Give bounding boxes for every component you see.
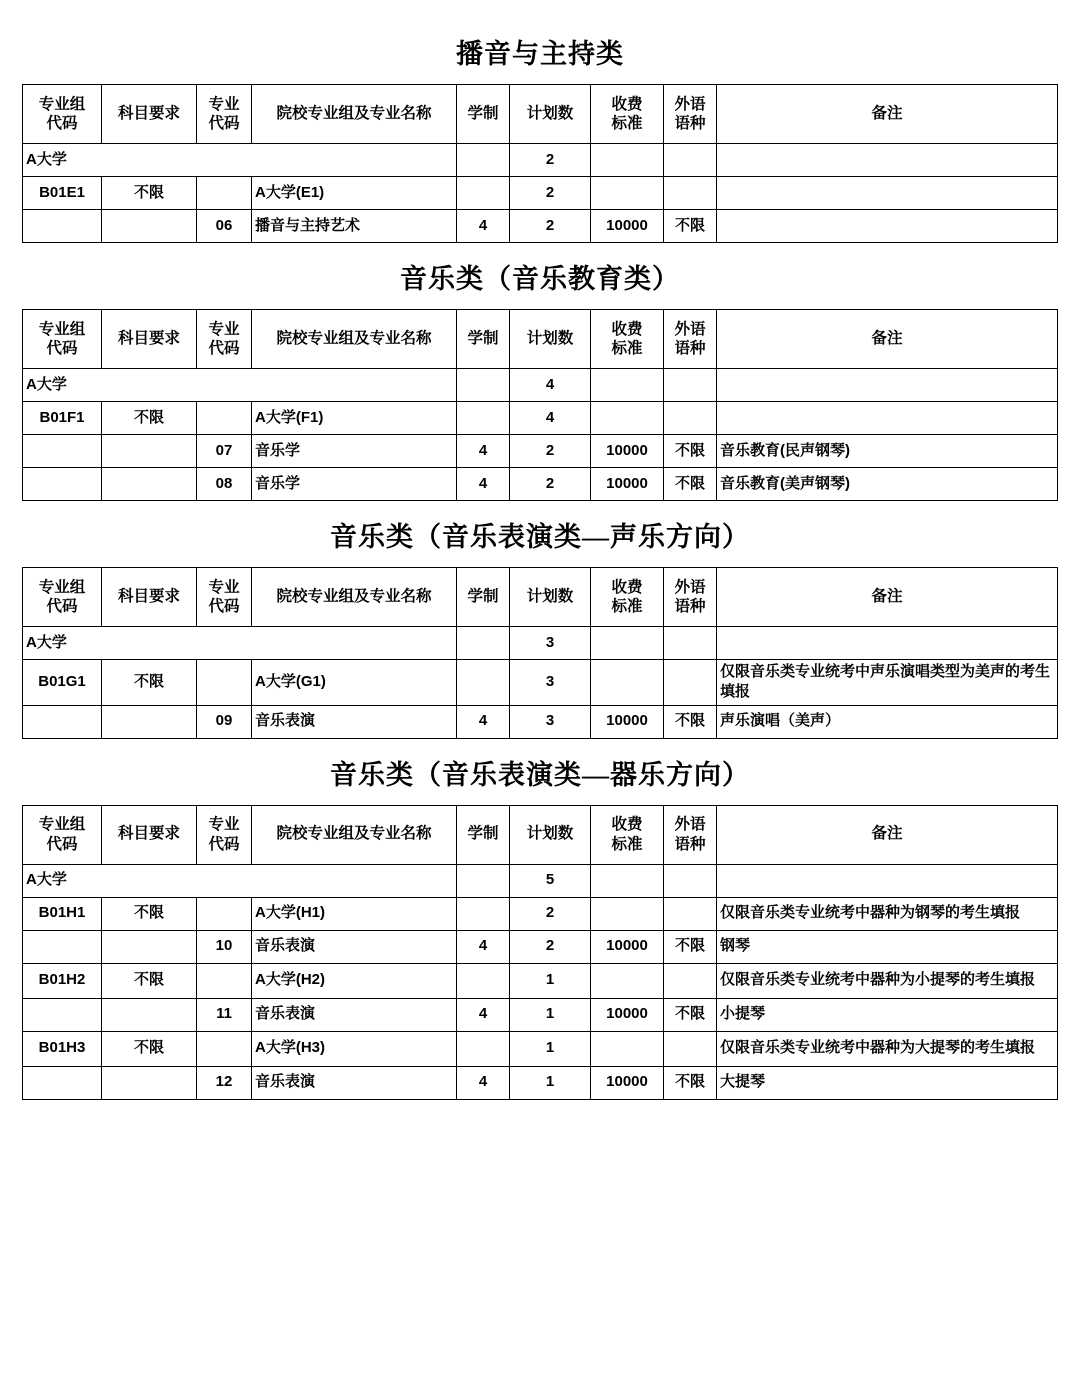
cell-lang: 不限 — [664, 468, 717, 501]
column-header-subject: 科目要求 — [102, 568, 197, 627]
cell-group-code — [23, 705, 102, 738]
plan-table — [22, 84, 1058, 243]
column-header-lang-line: 外语 — [674, 320, 706, 338]
cell-group-code: B01E1 — [23, 177, 102, 210]
table-row — [23, 897, 1058, 930]
cell-plan: 1 — [510, 1066, 591, 1099]
cell-fee: 10000 — [591, 1066, 664, 1099]
column-header-subject: 科目要求 — [102, 85, 197, 144]
cell-lang: 不限 — [664, 930, 717, 963]
column-header-plan: 计划数 — [510, 85, 591, 144]
cell-fee — [591, 660, 664, 706]
table-header-row — [23, 310, 1058, 369]
column-header-fee-line: 标准 — [611, 835, 643, 853]
cell-remark — [717, 210, 1058, 243]
cell-group-code: B01H2 — [23, 963, 102, 998]
cell-plan: 4 — [510, 402, 591, 435]
section-title: 音乐类（音乐教育类） — [400, 264, 680, 294]
cell-lang — [664, 144, 717, 177]
table-row — [23, 864, 1058, 897]
cell-remark: 仅限音乐类专业统考中器种为钢琴的考生填报 — [717, 897, 1058, 930]
column-header-fee-line: 收费 — [611, 578, 643, 596]
column-header-name: 院校专业组及专业名称 — [252, 568, 457, 627]
cell-university-name: A大学 — [23, 864, 457, 897]
cell-fee — [591, 144, 664, 177]
cell-plan: 1 — [510, 963, 591, 998]
column-header-major-code-line: 代码 — [208, 115, 240, 132]
cell-fee — [591, 864, 664, 897]
cell-major-code: 09 — [197, 705, 252, 738]
cell-major-code — [197, 660, 252, 706]
table-row — [23, 435, 1058, 468]
column-header-lang-line: 语种 — [674, 835, 706, 853]
column-header-lang — [664, 805, 717, 864]
cell-major-name: A大学(E1) — [252, 177, 457, 210]
cell-remark — [717, 402, 1058, 435]
cell-subject — [102, 705, 197, 738]
cell-remark: 仅限音乐类专业统考中声乐演唱类型为美声的考生填报 — [717, 660, 1058, 706]
cell-remark — [717, 177, 1058, 210]
cell-fee: 10000 — [591, 435, 664, 468]
column-header-group-code-line: 代码 — [46, 115, 78, 132]
cell-remark — [717, 144, 1058, 177]
cell-subject — [102, 1066, 197, 1099]
column-header-fee-line: 标准 — [611, 115, 643, 132]
cell-major-name: 音乐表演 — [252, 705, 457, 738]
column-header-name: 院校专业组及专业名称 — [252, 310, 457, 369]
cell-major-code: 08 — [197, 468, 252, 501]
column-header-fee-line: 标准 — [611, 340, 643, 357]
cell-fee: 10000 — [591, 210, 664, 243]
cell-subject: 不限 — [102, 177, 197, 210]
column-header-group-code-line: 代码 — [46, 835, 78, 853]
cell-remark: 小提琴 — [717, 998, 1058, 1031]
cell-lang: 不限 — [664, 705, 717, 738]
column-header-major-code-line: 专业 — [208, 816, 240, 834]
column-header-years: 学制 — [457, 568, 510, 627]
cell-group-code — [23, 1066, 102, 1099]
column-header-major-code-line: 代码 — [208, 340, 240, 357]
cell-plan: 2 — [510, 210, 591, 243]
cell-major-name: A大学(F1) — [252, 402, 457, 435]
column-header-fee — [591, 85, 664, 144]
cell-plan: 2 — [510, 177, 591, 210]
cell-major-name: 音乐表演 — [252, 998, 457, 1031]
cell-group-code: B01H1 — [23, 897, 102, 930]
column-header-years: 学制 — [457, 805, 510, 864]
table-row — [23, 998, 1058, 1031]
cell-major-name: 音乐学 — [252, 435, 457, 468]
cell-subject — [102, 468, 197, 501]
cell-lang — [664, 897, 717, 930]
cell-plan: 4 — [510, 369, 591, 402]
table-row — [23, 1031, 1058, 1066]
cell-plan: 2 — [510, 144, 591, 177]
cell-years: 4 — [457, 468, 510, 501]
cell-major-name: A大学(H1) — [252, 897, 457, 930]
cell-years: 4 — [457, 998, 510, 1031]
cell-years — [457, 864, 510, 897]
cell-group-code: B01G1 — [23, 660, 102, 706]
cell-major-name: 音乐表演 — [252, 1066, 457, 1099]
plan-section — [22, 515, 1058, 739]
cell-years — [457, 177, 510, 210]
cell-lang — [664, 402, 717, 435]
column-header-major-code-line: 专业 — [208, 95, 240, 113]
column-header-lang — [664, 568, 717, 627]
cell-subject: 不限 — [102, 963, 197, 998]
column-header-plan: 计划数 — [510, 805, 591, 864]
cell-fee — [591, 627, 664, 660]
column-header-fee-line: 收费 — [611, 816, 643, 834]
cell-plan: 2 — [510, 897, 591, 930]
cell-major-code — [197, 402, 252, 435]
cell-major-name: 音乐表演 — [252, 930, 457, 963]
cell-major-code — [197, 897, 252, 930]
section-title: 音乐类（音乐表演类—声乐方向） — [330, 522, 750, 552]
cell-years — [457, 627, 510, 660]
cell-plan: 1 — [510, 998, 591, 1031]
column-header-remark: 备注 — [717, 805, 1058, 864]
column-header-group-code — [23, 310, 102, 369]
cell-years: 4 — [457, 1066, 510, 1099]
column-header-major-code-line: 代码 — [208, 835, 240, 853]
plan-table — [22, 567, 1058, 739]
table-row — [23, 210, 1058, 243]
cell-lang — [664, 864, 717, 897]
table-row — [23, 660, 1058, 706]
cell-years — [457, 660, 510, 706]
plan-table — [22, 309, 1058, 501]
column-header-fee-line: 收费 — [611, 95, 643, 113]
cell-remark — [717, 369, 1058, 402]
cell-remark: 音乐教育(美声钢琴) — [717, 468, 1058, 501]
sections-container — [22, 32, 1058, 1100]
column-header-lang — [664, 310, 717, 369]
table-row — [23, 705, 1058, 738]
cell-plan: 1 — [510, 1031, 591, 1066]
cell-plan: 3 — [510, 660, 591, 706]
cell-years — [457, 402, 510, 435]
cell-plan: 5 — [510, 864, 591, 897]
column-header-subject: 科目要求 — [102, 805, 197, 864]
cell-major-code: 06 — [197, 210, 252, 243]
cell-subject — [102, 210, 197, 243]
cell-fee: 10000 — [591, 468, 664, 501]
cell-fee: 10000 — [591, 998, 664, 1031]
cell-remark: 钢琴 — [717, 930, 1058, 963]
section-title: 播音与主持类 — [456, 39, 624, 69]
table-row — [23, 144, 1058, 177]
cell-group-code — [23, 210, 102, 243]
plan-section — [22, 753, 1058, 1100]
cell-subject — [102, 930, 197, 963]
cell-university-name: A大学 — [23, 144, 457, 177]
cell-years — [457, 144, 510, 177]
cell-major-name: A大学(H3) — [252, 1031, 457, 1066]
cell-group-code — [23, 435, 102, 468]
column-header-lang-line: 语种 — [674, 340, 706, 357]
plan-section — [22, 32, 1058, 243]
column-header-remark: 备注 — [717, 310, 1058, 369]
cell-major-name: 音乐学 — [252, 468, 457, 501]
cell-lang — [664, 963, 717, 998]
table-row — [23, 468, 1058, 501]
cell-remark: 音乐教育(民声钢琴) — [717, 435, 1058, 468]
table-header-row — [23, 805, 1058, 864]
column-header-group-code-line: 专业组 — [38, 816, 86, 834]
column-header-major-code-line: 专业 — [208, 320, 240, 338]
cell-fee — [591, 963, 664, 998]
table-row — [23, 930, 1058, 963]
table-header-row — [23, 85, 1058, 144]
cell-remark: 仅限音乐类专业统考中器种为小提琴的考生填报 — [717, 963, 1058, 998]
table-row — [23, 1066, 1058, 1099]
cell-group-code — [23, 998, 102, 1031]
column-header-lang-line: 外语 — [674, 816, 706, 834]
cell-subject: 不限 — [102, 1031, 197, 1066]
cell-fee: 10000 — [591, 705, 664, 738]
table-row — [23, 963, 1058, 998]
cell-major-code — [197, 963, 252, 998]
cell-remark — [717, 864, 1058, 897]
section-title: 音乐类（音乐表演类—器乐方向） — [330, 759, 750, 790]
cell-fee — [591, 402, 664, 435]
column-header-group-code — [23, 85, 102, 144]
column-header-fee — [591, 568, 664, 627]
cell-major-code — [197, 1031, 252, 1066]
column-header-lang-line: 外语 — [674, 95, 706, 113]
column-header-years: 学制 — [457, 310, 510, 369]
column-header-group-code-line: 代码 — [46, 598, 78, 615]
plan-section — [22, 257, 1058, 501]
column-header-lang-line: 语种 — [674, 598, 706, 615]
table-row — [23, 177, 1058, 210]
cell-subject — [102, 998, 197, 1031]
cell-lang: 不限 — [664, 210, 717, 243]
cell-years — [457, 963, 510, 998]
column-header-plan: 计划数 — [510, 310, 591, 369]
cell-plan: 2 — [510, 435, 591, 468]
cell-group-code: B01H3 — [23, 1031, 102, 1066]
cell-years: 4 — [457, 210, 510, 243]
cell-lang — [664, 627, 717, 660]
cell-lang — [664, 177, 717, 210]
table-row — [23, 402, 1058, 435]
column-header-fee — [591, 805, 664, 864]
column-header-fee-line: 收费 — [611, 320, 643, 338]
cell-fee — [591, 369, 664, 402]
column-header-major-code-line: 代码 — [208, 598, 240, 615]
column-header-major-code — [197, 85, 252, 144]
cell-group-code — [23, 468, 102, 501]
cell-lang: 不限 — [664, 998, 717, 1031]
table-row — [23, 369, 1058, 402]
cell-university-name: A大学 — [23, 369, 457, 402]
column-header-group-code — [23, 805, 102, 864]
cell-remark — [717, 627, 1058, 660]
cell-subject: 不限 — [102, 660, 197, 706]
cell-major-code — [197, 177, 252, 210]
column-header-group-code-line: 专业组 — [38, 320, 86, 338]
cell-group-code: B01F1 — [23, 402, 102, 435]
column-header-lang-line: 语种 — [674, 115, 706, 132]
cell-major-code: 07 — [197, 435, 252, 468]
column-header-group-code — [23, 568, 102, 627]
cell-subject — [102, 435, 197, 468]
cell-university-name: A大学 — [23, 627, 457, 660]
column-header-subject: 科目要求 — [102, 310, 197, 369]
table-row — [23, 627, 1058, 660]
cell-years — [457, 897, 510, 930]
column-header-major-code — [197, 568, 252, 627]
column-header-years: 学制 — [457, 85, 510, 144]
plan-table — [22, 805, 1058, 1100]
cell-lang — [664, 369, 717, 402]
cell-years — [457, 1031, 510, 1066]
cell-fee — [591, 897, 664, 930]
cell-plan: 3 — [510, 705, 591, 738]
column-header-remark: 备注 — [717, 85, 1058, 144]
cell-major-code: 12 — [197, 1066, 252, 1099]
cell-remark: 大提琴 — [717, 1066, 1058, 1099]
column-header-remark: 备注 — [717, 568, 1058, 627]
cell-group-code — [23, 930, 102, 963]
column-header-group-code-line: 专业组 — [38, 95, 86, 113]
column-header-fee-line: 标准 — [611, 598, 643, 615]
column-header-name: 院校专业组及专业名称 — [252, 805, 457, 864]
cell-years: 4 — [457, 930, 510, 963]
cell-years: 4 — [457, 705, 510, 738]
table-header-row — [23, 568, 1058, 627]
column-header-fee — [591, 310, 664, 369]
cell-fee — [591, 1031, 664, 1066]
cell-years: 4 — [457, 435, 510, 468]
cell-major-code: 10 — [197, 930, 252, 963]
cell-plan: 2 — [510, 468, 591, 501]
cell-plan: 2 — [510, 930, 591, 963]
cell-major-code: 11 — [197, 998, 252, 1031]
column-header-major-code — [197, 805, 252, 864]
column-header-major-code — [197, 310, 252, 369]
column-header-name: 院校专业组及专业名称 — [252, 85, 457, 144]
cell-major-name: A大学(H2) — [252, 963, 457, 998]
column-header-group-code-line: 专业组 — [38, 578, 86, 596]
cell-fee: 10000 — [591, 930, 664, 963]
cell-remark: 仅限音乐类专业统考中器种为大提琴的考生填报 — [717, 1031, 1058, 1066]
cell-major-name: A大学(G1) — [252, 660, 457, 706]
cell-remark: 声乐演唱（美声） — [717, 705, 1058, 738]
cell-subject: 不限 — [102, 402, 197, 435]
cell-fee — [591, 177, 664, 210]
column-header-group-code-line: 代码 — [46, 340, 78, 357]
cell-plan: 3 — [510, 627, 591, 660]
cell-lang: 不限 — [664, 1066, 717, 1099]
cell-lang — [664, 1031, 717, 1066]
column-header-plan: 计划数 — [510, 568, 591, 627]
cell-lang: 不限 — [664, 435, 717, 468]
column-header-major-code-line: 专业 — [208, 578, 240, 596]
cell-major-name: 播音与主持艺术 — [252, 210, 457, 243]
column-header-lang-line: 外语 — [674, 578, 706, 596]
cell-years — [457, 369, 510, 402]
cell-subject: 不限 — [102, 897, 197, 930]
column-header-lang — [664, 85, 717, 144]
cell-lang — [664, 660, 717, 706]
